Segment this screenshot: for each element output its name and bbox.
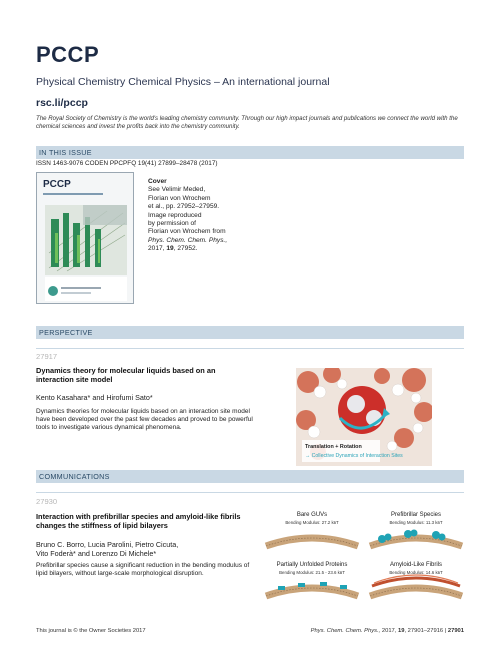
article-authors: Kento Kasahara* and Hirofumi Sato*: [36, 393, 153, 402]
cover-credit-line: Florian von Wrochem: [148, 194, 211, 202]
article-abstract: Dynamics theories for molecular liquids based on an interaction site model have been developed over the past few decades and proved to be powerful tools to investigate various dynamical phenomena.: [36, 408, 253, 432]
footer-citation: [311, 628, 464, 634]
citation-volume: 19: [166, 245, 174, 253]
journal-full-title: Physical Chemistry Chemical Physics – An international journal: [36, 76, 330, 88]
article-authors: Vito Foderà* and Lorenzo Di Michele*: [36, 549, 157, 558]
panel-title: Bare GUVs: [296, 512, 328, 518]
panel-title: Partially Unfolded Proteins: [276, 562, 348, 568]
journal-abbreviation: PCCP: [36, 42, 100, 67]
cover-credit-citation: [148, 245, 258, 253]
cover-journal-logo: PCCP: [43, 179, 71, 190]
cover-credit-journal: Phys. Chem. Chem. Phys.,: [148, 236, 228, 244]
panel-value: Bending Modulus: 21.5 - 23.6 kʙT: [279, 570, 345, 575]
panel-title: Prefibrillar Species: [390, 512, 442, 518]
footer-page-number: 27901: [447, 628, 464, 634]
panel-title: Amyloid-Like Fibrils: [389, 562, 442, 568]
perspective-graphical-abstract[interactable]: [296, 368, 432, 466]
cover-credit-line: See Velimir Meded,: [148, 186, 206, 194]
cover-artwork: [37, 173, 134, 304]
divider: [36, 492, 464, 493]
cover-credit-line: et al., pp. 27952–27959.: [148, 203, 220, 211]
article-title-link[interactable]: Interaction with prefibrillar species and amyloid-like fibrils changes the stiffness of lipid bilayers: [36, 512, 241, 531]
molecular-liquid-artwork: [296, 368, 432, 466]
panel-value: Bending Modulus: 11.3 kʙT: [389, 520, 443, 525]
footer-journal: Phys. Chem. Chem. Phys.,: [310, 628, 381, 634]
article-page-number: 27930: [36, 497, 58, 506]
article-abstract: Prefibrillar species cause a significant reduction in the bending modulus of lipid bilayers, without large-scale morphological disruption.: [36, 562, 250, 578]
journal-url-link[interactable]: rsc.li/pccp: [36, 97, 88, 109]
cover-heading: Cover: [148, 178, 167, 185]
section-header-perspective: PERSPECTIVE: [36, 326, 464, 339]
footer-volume: 19: [398, 628, 405, 634]
cover-credit: [148, 178, 258, 254]
cover-credit-line: Image reproduced: [148, 211, 202, 219]
article-authors: Bruno C. Borro, Lucia Parolini, Pietro Cicuta,: [36, 540, 179, 549]
article-page-number: 27917: [36, 352, 58, 361]
figure-caption: Translation + Rotation: [305, 444, 362, 450]
article-title-link[interactable]: Dynamics theory for molecular liquids based on an interaction site model: [36, 366, 216, 385]
section-header-communications: COMMUNICATIONS: [36, 470, 464, 483]
footer-copyright: This journal is © the Owner Societies 2017: [36, 628, 146, 634]
footer-pages: , 27901–27916 |: [404, 628, 448, 634]
rsc-tagline: The Royal Society of Chemistry is the world's leading chemistry community. Through our high impact journals and publications we connect the world with the chemical sciences and invest the profits back into the chemistry community.: [36, 115, 458, 130]
communications-graphical-abstract[interactable]: [262, 512, 467, 612]
cover-credit-line: Florian von Wrochem from: [148, 228, 226, 236]
footer-year: 2017,: [380, 628, 398, 634]
section-header-in-this-issue: IN THIS ISSUE: [36, 146, 464, 159]
issue-cover-image[interactable]: [36, 172, 134, 304]
panel-value: Bending Modulus: 27.2 kʙT: [285, 520, 339, 525]
cover-credit-line: by permission of: [148, 220, 197, 228]
issn-coden-line: ISSN 1463-9076 CODEN PPCPFQ 19(41) 27899–28478 (2017): [36, 160, 218, 167]
divider: [36, 348, 464, 349]
citation-page: , 27952.: [173, 245, 198, 253]
figure-caption: → Collective Dynamics of Interaction Sites: [305, 453, 403, 459]
panel-value: Bending Modulus: 14.6 kʙT: [389, 570, 443, 575]
citation-year: 2017,: [148, 245, 167, 253]
